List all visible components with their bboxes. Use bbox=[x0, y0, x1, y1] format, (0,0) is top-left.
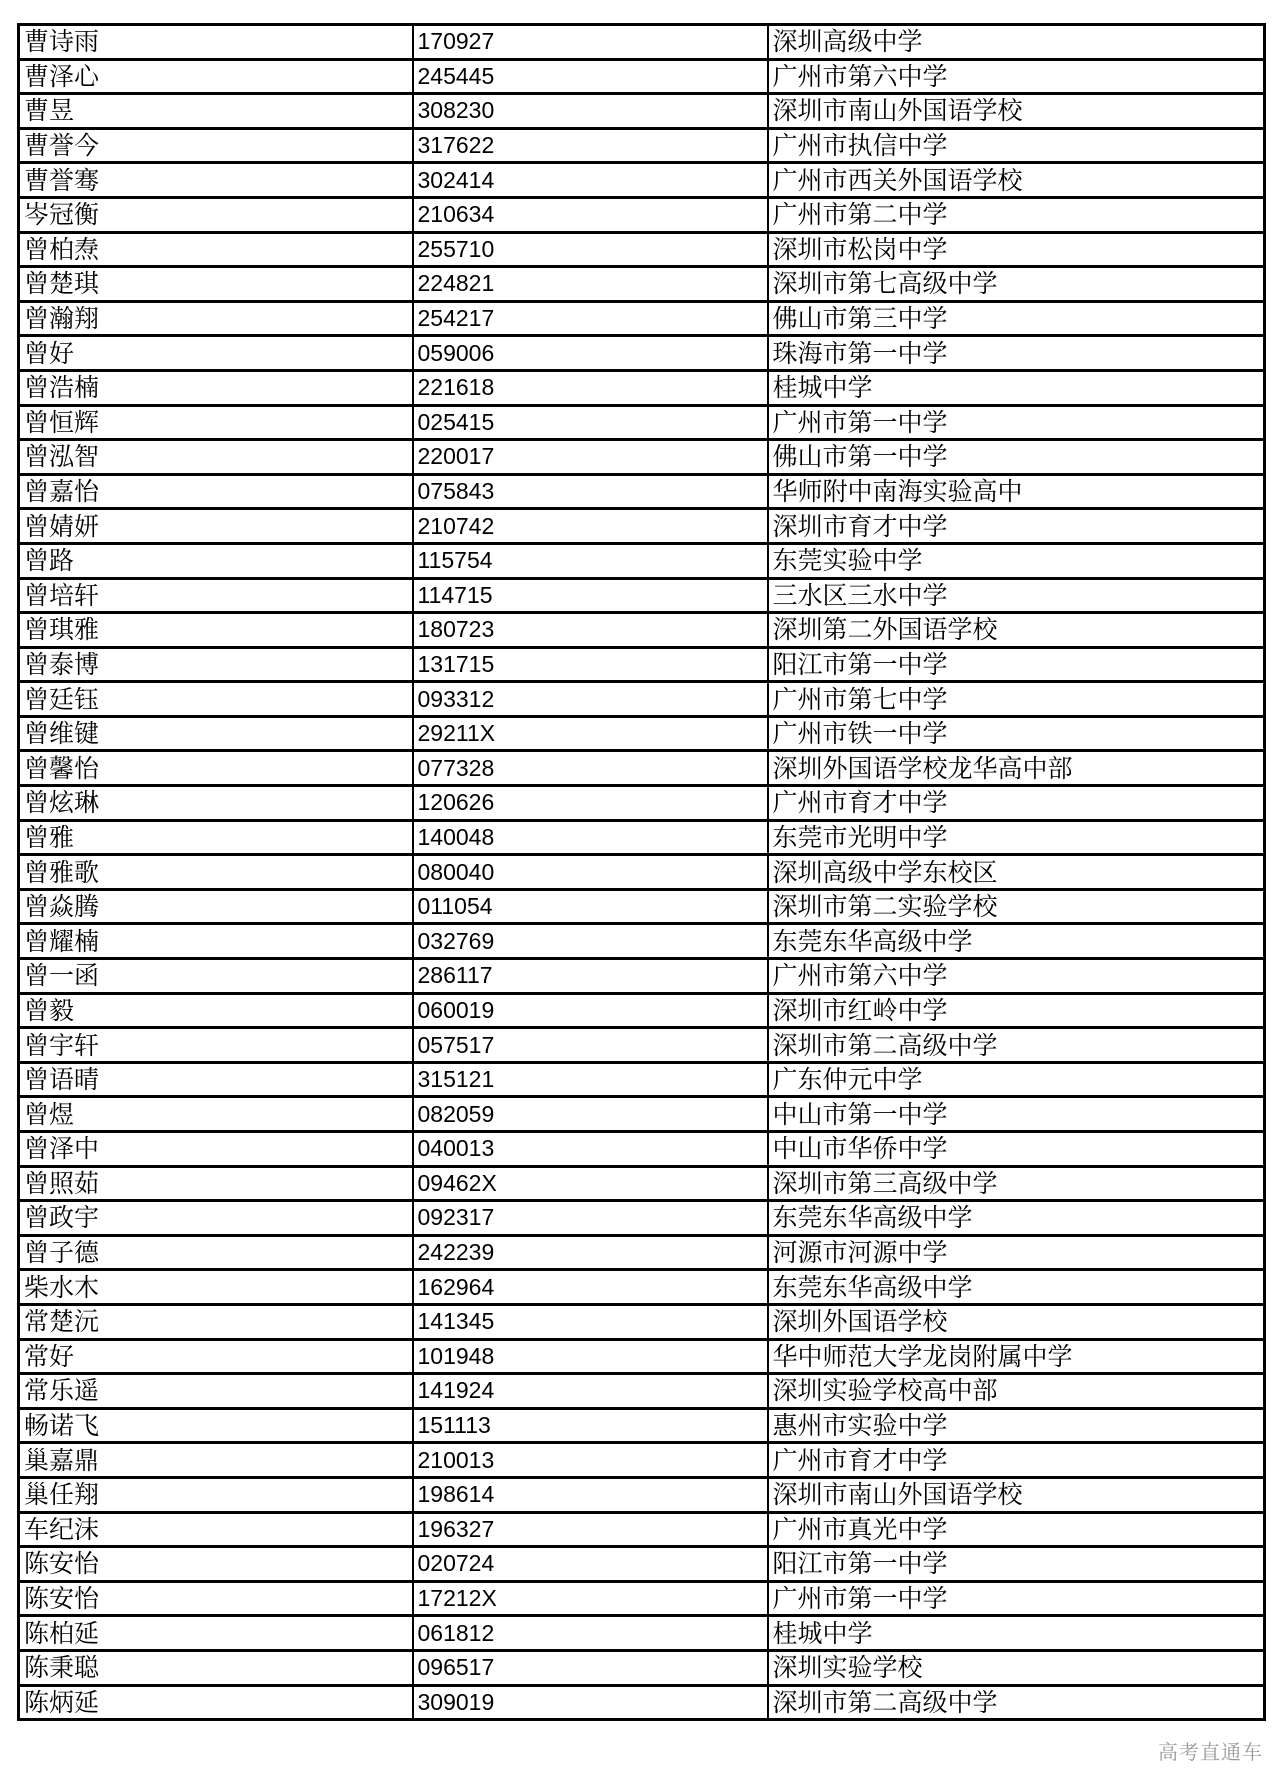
student-id-cell: 120626 bbox=[413, 786, 768, 821]
school-name-cell: 深圳市南山外国语学校 bbox=[768, 1477, 1265, 1512]
student-name-cell: 曾泓智 bbox=[19, 440, 413, 475]
school-name-cell: 深圳第二外国语学校 bbox=[768, 613, 1265, 648]
table-row bbox=[19, 1062, 1265, 1097]
table-row bbox=[19, 163, 1265, 198]
school-name-cell: 广州市真光中学 bbox=[768, 1512, 1265, 1547]
table-row bbox=[19, 1097, 1265, 1132]
student-name-cell: 巢任翔 bbox=[19, 1477, 413, 1512]
table-row bbox=[19, 993, 1265, 1028]
student-id-cell: 17212X bbox=[413, 1581, 768, 1616]
student-table-container bbox=[17, 23, 1263, 1721]
table-row bbox=[19, 751, 1265, 786]
table-row bbox=[19, 1547, 1265, 1582]
school-name-cell: 佛山市第一中学 bbox=[768, 440, 1265, 475]
student-name-cell: 岑冠衡 bbox=[19, 197, 413, 232]
student-name-cell: 曾政宇 bbox=[19, 1201, 413, 1236]
table-row bbox=[19, 855, 1265, 890]
table-row bbox=[19, 1443, 1265, 1478]
table-row bbox=[19, 1304, 1265, 1339]
student-id-cell: 255710 bbox=[413, 232, 768, 267]
student-id-cell: 092317 bbox=[413, 1201, 768, 1236]
table-row bbox=[19, 509, 1265, 544]
table-row bbox=[19, 613, 1265, 648]
student-name-cell: 曾婧妍 bbox=[19, 509, 413, 544]
table-row bbox=[19, 1581, 1265, 1616]
student-id-cell: 020724 bbox=[413, 1547, 768, 1582]
student-id-cell: 011054 bbox=[413, 889, 768, 924]
table-row bbox=[19, 682, 1265, 717]
school-name-cell: 广州市执信中学 bbox=[768, 128, 1265, 163]
table-row bbox=[19, 716, 1265, 751]
student-name-cell: 曾雅歌 bbox=[19, 855, 413, 890]
school-name-cell: 深圳市南山外国语学校 bbox=[768, 94, 1265, 129]
table-row bbox=[19, 1028, 1265, 1063]
table-row bbox=[19, 1408, 1265, 1443]
student-name-cell: 曾泽中 bbox=[19, 1132, 413, 1167]
student-id-cell: 096517 bbox=[413, 1650, 768, 1685]
school-name-cell: 深圳市第三高级中学 bbox=[768, 1166, 1265, 1201]
student-name-cell: 曾琪雅 bbox=[19, 613, 413, 648]
school-name-cell: 东莞东华高级中学 bbox=[768, 1270, 1265, 1305]
student-id-cell: 141924 bbox=[413, 1374, 768, 1409]
student-name-cell: 曾一函 bbox=[19, 959, 413, 994]
school-name-cell: 深圳市第二高级中学 bbox=[772, 1687, 998, 1717]
student-id-cell: 151113 bbox=[413, 1408, 768, 1443]
student-name-cell: 曹誉今 bbox=[19, 128, 413, 163]
student-name-cell: 曾馨怡 bbox=[19, 751, 413, 786]
table-row bbox=[19, 128, 1265, 163]
school-name-cell: 阳江市第一中学 bbox=[768, 647, 1265, 682]
school-name-cell: 阳江市第一中学 bbox=[768, 1547, 1265, 1582]
table-row bbox=[19, 1374, 1265, 1409]
student-name-cell: 曹诗雨 bbox=[19, 25, 413, 60]
student-name-cell: 曾炫琳 bbox=[19, 786, 413, 821]
student-id-cell: 180723 bbox=[413, 613, 768, 648]
school-name-cell: 深圳市第二高级中学 bbox=[768, 1028, 1265, 1063]
student-id-cell: 317622 bbox=[413, 128, 768, 163]
student-id-cell: 093312 bbox=[413, 682, 768, 717]
student-name-cell: 曾煜 bbox=[19, 1097, 413, 1132]
student-name-cell: 陈安怡 bbox=[19, 1547, 413, 1582]
table-row bbox=[19, 232, 1265, 267]
student-name-cell: 畅诺飞 bbox=[19, 1408, 413, 1443]
table-row bbox=[19, 474, 1265, 509]
student-name-cell: 曾好 bbox=[19, 336, 413, 371]
school-name-cell: 中山市第一中学 bbox=[768, 1097, 1265, 1132]
student-name-cell: 常楚沅 bbox=[19, 1304, 413, 1339]
table-row bbox=[19, 959, 1265, 994]
table-row bbox=[19, 405, 1265, 440]
student-name-cell: 曾雅 bbox=[19, 820, 413, 855]
table-row bbox=[19, 1685, 1265, 1720]
student-name-cell: 曾培轩 bbox=[19, 578, 413, 613]
school-name-cell: 深圳市松岗中学 bbox=[768, 232, 1265, 267]
school-name-cell: 广州市育才中学 bbox=[768, 786, 1265, 821]
student-id-cell: 210742 bbox=[413, 509, 768, 544]
student-name-cell: 曾路 bbox=[19, 543, 413, 578]
watermark-text: 高考直通车 bbox=[1158, 1740, 1263, 1764]
school-name-cell: 广州市第六中学 bbox=[768, 59, 1265, 94]
student-id-cell: 060019 bbox=[413, 993, 768, 1028]
school-name-cell: 深圳市第七高级中学 bbox=[768, 267, 1265, 302]
student-name-cell: 曾照茹 bbox=[19, 1166, 413, 1201]
student-id-cell: 059006 bbox=[413, 336, 768, 371]
student-id-cell: 082059 bbox=[413, 1097, 768, 1132]
student-id-cell: 245445 bbox=[413, 59, 768, 94]
student-id-cell: 162964 bbox=[413, 1270, 768, 1305]
school-name-cell: 深圳高级中学东校区 bbox=[768, 855, 1265, 890]
student-name-cell: 曾泰博 bbox=[19, 647, 413, 682]
student-id-cell: 101948 bbox=[413, 1339, 768, 1374]
table-row bbox=[19, 1616, 1265, 1651]
school-name-cell: 深圳市育才中学 bbox=[768, 509, 1265, 544]
school-name-cell: 东莞市光明中学 bbox=[768, 820, 1265, 855]
student-id-cell: 196327 bbox=[413, 1512, 768, 1547]
table-row bbox=[19, 1512, 1265, 1547]
school-name-cell: 广州市育才中学 bbox=[768, 1443, 1265, 1478]
student-name-cell: 曾毅 bbox=[19, 993, 413, 1028]
student-id-cell: 170927 bbox=[413, 25, 768, 60]
school-name-cell: 东莞东华高级中学 bbox=[768, 924, 1265, 959]
school-name-cell: 深圳高级中学 bbox=[768, 25, 1265, 60]
student-name-cell: 曾瀚翔 bbox=[19, 301, 413, 336]
school-name-cell: 广州市第一中学 bbox=[768, 405, 1265, 440]
table-row bbox=[19, 647, 1265, 682]
student-id-cell: 141345 bbox=[413, 1304, 768, 1339]
table-row bbox=[19, 336, 1265, 371]
student-id-cell: 254217 bbox=[413, 301, 768, 336]
student-id-cell: 140048 bbox=[413, 820, 768, 855]
table-row bbox=[19, 924, 1265, 959]
table-row bbox=[19, 370, 1265, 405]
student-id-cell: 210634 bbox=[413, 197, 768, 232]
school-name-cell: 中山市华侨中学 bbox=[768, 1132, 1265, 1167]
student-id-cell: 198614 bbox=[413, 1477, 768, 1512]
student-name-cell: 柴水木 bbox=[19, 1270, 413, 1305]
school-name-cell: 桂城中学 bbox=[768, 370, 1265, 405]
student-name-cell: 陈炳延 bbox=[19, 1685, 413, 1720]
student-name-cell: 曾浩楠 bbox=[19, 370, 413, 405]
student-list-table bbox=[17, 23, 1266, 1721]
student-name-cell: 曹昱 bbox=[19, 94, 413, 129]
school-name-cell: 广州市第七中学 bbox=[768, 682, 1265, 717]
student-name-cell: 曾语晴 bbox=[19, 1062, 413, 1097]
table-row bbox=[19, 1339, 1265, 1374]
school-name-cell: 广州市西关外国语学校 bbox=[768, 163, 1265, 198]
student-name-cell: 常乐遥 bbox=[19, 1374, 413, 1409]
school-name-cell: 广州市第一中学 bbox=[768, 1581, 1265, 1616]
student-id-cell: 286117 bbox=[413, 959, 768, 994]
table-row bbox=[19, 1270, 1265, 1305]
school-name-cell: 华师附中南海实验高中 bbox=[768, 474, 1265, 509]
student-id-cell: 302414 bbox=[413, 163, 768, 198]
school-name-cell: 珠海市第一中学 bbox=[768, 336, 1265, 371]
table-row bbox=[19, 197, 1265, 232]
student-id-cell: 114715 bbox=[413, 578, 768, 613]
table-row bbox=[19, 59, 1265, 94]
student-name-cell: 曾楚琪 bbox=[19, 267, 413, 302]
student-id-cell: 210013 bbox=[413, 1443, 768, 1478]
table-row bbox=[19, 1201, 1265, 1236]
table-row bbox=[19, 889, 1265, 924]
table-row bbox=[19, 578, 1265, 613]
student-id-cell: 075843 bbox=[413, 474, 768, 509]
student-id-cell: 077328 bbox=[413, 751, 768, 786]
table-row bbox=[19, 1166, 1265, 1201]
student-id-cell: 09462X bbox=[413, 1166, 768, 1201]
student-name-cell: 曾廷钰 bbox=[19, 682, 413, 717]
school-name-cell: 广东仲元中学 bbox=[768, 1062, 1265, 1097]
table-row bbox=[19, 267, 1265, 302]
student-id-cell: 242239 bbox=[413, 1235, 768, 1270]
school-name-cell: 深圳实验学校高中部 bbox=[768, 1374, 1265, 1409]
student-id-cell: 080040 bbox=[413, 855, 768, 890]
school-name-cell: 东莞东华高级中学 bbox=[768, 1201, 1265, 1236]
school-name-cell: 桂城中学 bbox=[768, 1616, 1265, 1651]
student-name-cell: 曾焱腾 bbox=[19, 889, 413, 924]
student-id-cell: 025415 bbox=[413, 405, 768, 440]
student-id-cell: 220017 bbox=[413, 440, 768, 475]
student-name-cell: 曾宇轩 bbox=[19, 1028, 413, 1063]
student-name-cell: 陈柏延 bbox=[19, 1616, 413, 1651]
table-row bbox=[19, 25, 1265, 60]
student-name-cell: 曾柏焘 bbox=[19, 232, 413, 267]
table-row bbox=[19, 1650, 1265, 1685]
student-id-cell: 057517 bbox=[413, 1028, 768, 1063]
student-name-cell: 陈安怡 bbox=[19, 1581, 413, 1616]
student-id-cell: 308230 bbox=[413, 94, 768, 129]
table-row bbox=[19, 1477, 1265, 1512]
table-row bbox=[19, 786, 1265, 821]
table-row bbox=[19, 94, 1265, 129]
school-name-cell: 佛山市第三中学 bbox=[768, 301, 1265, 336]
student-name-cell: 曹誉骞 bbox=[19, 163, 413, 198]
school-name-cell: 惠州市实验中学 bbox=[768, 1408, 1265, 1443]
student-id-cell: 29211X bbox=[413, 716, 768, 751]
student-name-cell: 车纪沫 bbox=[19, 1512, 413, 1547]
school-name-cell: 深圳实验学校 bbox=[768, 1650, 1265, 1685]
table-body bbox=[19, 25, 1265, 1720]
student-id-cell: 131715 bbox=[413, 647, 768, 682]
student-name-cell: 陈秉聪 bbox=[19, 1650, 413, 1685]
school-name-cell: 华中师范大学龙岗附属中学 bbox=[768, 1339, 1265, 1374]
student-id-cell: 032769 bbox=[413, 924, 768, 959]
school-name-cell: 深圳外国语学校龙华高中部 bbox=[768, 751, 1265, 786]
student-name-cell: 曾嘉怡 bbox=[19, 474, 413, 509]
table-row bbox=[19, 820, 1265, 855]
student-name-cell: 曾子德 bbox=[19, 1235, 413, 1270]
school-name-cell: 深圳外国语学校 bbox=[768, 1304, 1265, 1339]
school-name-cell: 深圳市红岭中学 bbox=[768, 993, 1265, 1028]
school-name-cell: 广州市第六中学 bbox=[768, 959, 1265, 994]
school-name-cell: 广州市铁一中学 bbox=[768, 716, 1265, 751]
school-name-cell: 广州市第二中学 bbox=[768, 197, 1265, 232]
table-row bbox=[19, 440, 1265, 475]
student-name-cell: 曾维键 bbox=[19, 716, 413, 751]
table-row bbox=[19, 543, 1265, 578]
student-name-cell: 常好 bbox=[19, 1339, 413, 1374]
student-name-cell: 曾恒辉 bbox=[19, 405, 413, 440]
student-name-cell: 曾耀楠 bbox=[19, 924, 413, 959]
school-name-cell: 三水区三水中学 bbox=[768, 578, 1265, 613]
student-name-cell: 巢嘉鼎 bbox=[19, 1443, 413, 1478]
student-id-cell: 309019 bbox=[413, 1685, 768, 1720]
student-id-cell: 061812 bbox=[413, 1616, 768, 1651]
student-id-cell: 224821 bbox=[413, 267, 768, 302]
student-name-cell: 曹泽心 bbox=[19, 59, 413, 94]
table-row bbox=[19, 301, 1265, 336]
student-id-cell: 040013 bbox=[413, 1132, 768, 1167]
school-name-cell: 东莞实验中学 bbox=[768, 543, 1265, 578]
school-name-cell: 深圳市第二实验学校 bbox=[768, 889, 1265, 924]
table-row bbox=[19, 1132, 1265, 1167]
school-name-cell: 河源市河源中学 bbox=[768, 1235, 1265, 1270]
student-id-cell: 315121 bbox=[413, 1062, 768, 1097]
table-row bbox=[19, 1235, 1265, 1270]
student-id-cell: 221618 bbox=[413, 370, 768, 405]
student-id-cell: 115754 bbox=[413, 543, 768, 578]
